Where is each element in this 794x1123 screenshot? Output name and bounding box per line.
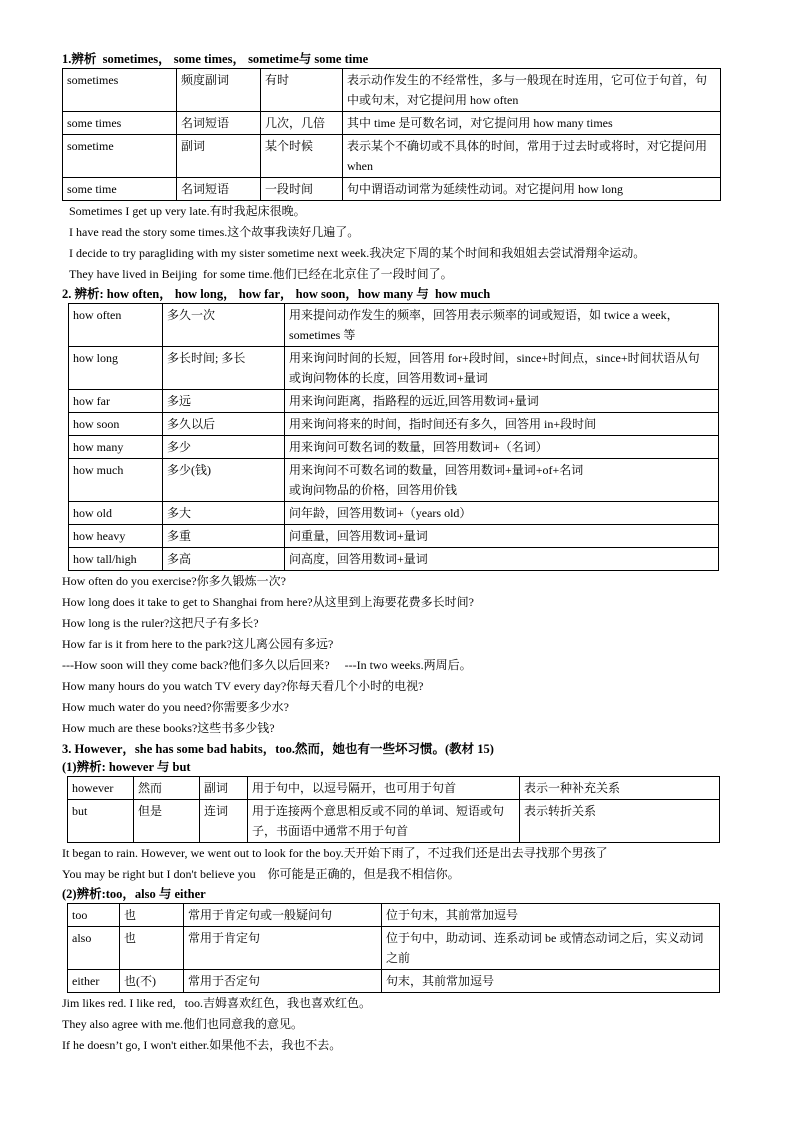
- sometimes-table-row: [63, 112, 721, 135]
- example-sentence: I have read the story some times.这个故事我读好几遍了。: [69, 225, 360, 239]
- example-sentence: How far is it from here to the park?这儿离公园有多远?: [62, 637, 334, 651]
- too-table-row: [68, 904, 720, 927]
- how-table-cell: 用来询问距离，指路程的远近,回答用数词+量词: [285, 390, 719, 413]
- how-table-row: [69, 525, 719, 548]
- how-table-row: [69, 459, 719, 502]
- example-sentence: ---How soon will they come back?他们多久以后回来? ---In two weeks.两周后。: [62, 658, 472, 672]
- how-table-cell: 用来询问不可数名词的数量，回答用数词+量词+of+名词 或询问物品的价格，回答用价钱: [285, 459, 719, 502]
- how-table-row: [69, 502, 719, 525]
- section-2-title: 2. 辨析: how often， how long， how far， how soon，how many 与 how much: [62, 287, 491, 301]
- too-table-cell: either: [68, 970, 120, 993]
- section-3-sub-2: (2)辨析:too，also 与 either: [62, 887, 206, 901]
- however-table-cell: 副词: [200, 777, 248, 800]
- how-table-cell: 多少(钱): [163, 459, 285, 502]
- example-sentence: Jim likes red. I like red, too.吉姆喜欢红色，我也喜欢红色。: [62, 996, 371, 1010]
- too-table-cell: too: [68, 904, 120, 927]
- too-table-cell: 常用于否定句: [184, 970, 382, 993]
- sometimes-table-cell: 频度副词: [177, 69, 261, 112]
- however-table-cell: 但是: [134, 800, 200, 843]
- example-sentence: Sometimes I get up very late.有时我起床很晚。: [69, 204, 306, 218]
- too-table-cell: 也(不): [120, 970, 184, 993]
- too-also-either-table: [67, 903, 720, 993]
- how-table-cell: how much: [69, 459, 163, 502]
- how-table-row: [69, 304, 719, 347]
- too-table-cell: 也: [120, 927, 184, 970]
- how-table-cell: 用来询问将来的时间，指时间还有多久，回答用 in+段时间: [285, 413, 719, 436]
- how-table-cell: 问年龄，回答用数词+（years old）: [285, 502, 719, 525]
- how-table-cell: 问高度，回答用数词+量词: [285, 548, 719, 571]
- how-table-cell: how often: [69, 304, 163, 347]
- example-sentence: You may be right but I don't believe you 你可能是正确的，但是我不相信你。: [62, 867, 460, 881]
- example-sentence: How many hours do you watch TV every day?你每天看几个小时的电视?: [62, 679, 424, 693]
- sometimes-table-cell: sometimes: [63, 69, 177, 112]
- how-table-cell: 多久以后: [163, 413, 285, 436]
- how-table-cell: 用来提问动作发生的频率，回答用表示频率的词或短语，如 twice a week， sometimes 等: [285, 304, 719, 347]
- sometimes-table-cell: 名词短语: [177, 178, 261, 201]
- however-table-cell: 表示一种补充关系: [520, 777, 720, 800]
- how-questions-table: [68, 303, 719, 571]
- however-table-cell: 连词: [200, 800, 248, 843]
- too-table-cell: 位于句中，助动词、连系动词 be 或情态动词之后，实义动词之前: [382, 927, 720, 970]
- sometimes-table-cell: 其中 time 是可数名词，对它提问用 how many times: [343, 112, 721, 135]
- how-table-cell: 多高: [163, 548, 285, 571]
- too-table-cell: also: [68, 927, 120, 970]
- however-table-cell: 用于句中，以逗号隔开，也可用于句首: [248, 777, 520, 800]
- too-table-cell: 也: [120, 904, 184, 927]
- how-table-cell: how old: [69, 502, 163, 525]
- how-table-cell: 多重: [163, 525, 285, 548]
- too-table-cell: 句末，其前常加逗号: [382, 970, 720, 993]
- sometimes-table-cell: 一段时间: [261, 178, 343, 201]
- how-table-cell: how tall/high: [69, 548, 163, 571]
- sometimes-table-cell: 名词短语: [177, 112, 261, 135]
- example-sentence: How often do you exercise?你多久锻炼一次?: [62, 574, 286, 588]
- sometimes-table-cell: 表示某个不确切或不具体的时间，常用于过去时或将时，对它提问用 when: [343, 135, 721, 178]
- however-table-cell: 然而: [134, 777, 200, 800]
- example-sentence: They have lived in Beijing for some time.他们已经在北京住了一段时间了。: [69, 267, 453, 281]
- however-table-cell: but: [68, 800, 134, 843]
- example-sentence: They also agree with me.他们也同意我的意见。: [62, 1017, 303, 1031]
- sometimes-table-row: [63, 178, 721, 201]
- however-table-row: [68, 800, 720, 843]
- too-table-cell: 位于句末，其前常加逗号: [382, 904, 720, 927]
- how-table-cell: how heavy: [69, 525, 163, 548]
- sometimes-table-cell: some time: [63, 178, 177, 201]
- example-sentence: It began to rain. However, we went out to look for the boy.天开始下雨了，不过我们还是出去寻找那个男孩了: [62, 846, 608, 860]
- too-table-row: [68, 927, 720, 970]
- example-sentence: How much water do you need?你需要多少水?: [62, 700, 289, 714]
- document-page: [62, 50, 722, 1056]
- how-table-cell: 用来询问可数名词的数量，回答用数词+（名词）: [285, 436, 719, 459]
- how-table-cell: how long: [69, 347, 163, 390]
- sometimes-table-cell: 某个时候: [261, 135, 343, 178]
- section-1-title: 1.辨析 sometimes， some times， sometime与 some time: [62, 52, 369, 66]
- too-table-row: [68, 970, 720, 993]
- how-table-row: [69, 436, 719, 459]
- however-table-row: [68, 777, 720, 800]
- how-table-cell: 多远: [163, 390, 285, 413]
- how-table-row: [69, 413, 719, 436]
- how-table-cell: 多长时间; 多长: [163, 347, 285, 390]
- how-table-row: [69, 347, 719, 390]
- sometimes-table-cell: 有时: [261, 69, 343, 112]
- how-table-cell: how soon: [69, 413, 163, 436]
- sometimes-table-cell: 几次，几倍: [261, 112, 343, 135]
- however-but-table: [67, 776, 720, 843]
- sometimes-table-row: [63, 69, 721, 112]
- how-table-cell: 多大: [163, 502, 285, 525]
- how-table-cell: 用来询问时间的长短，回答用 for+段时间，since+时间点，since+时间状语从句 或询问物体的长度，回答用数词+量词: [285, 347, 719, 390]
- how-table-row: [69, 390, 719, 413]
- example-sentence: If he doesn’t go, I won't either.如果他不去，我也不去。: [62, 1038, 342, 1052]
- too-table-cell: 常用于肯定句: [184, 927, 382, 970]
- section-3-title: 3. However，she has some bad habits，too.然而，她也有一些坏习惯。(教材 15): [62, 742, 494, 756]
- how-table-cell: 问重量，回答用数词+量词: [285, 525, 719, 548]
- however-table-cell: 表示转折关系: [520, 800, 720, 843]
- sometimes-table-cell: some times: [63, 112, 177, 135]
- example-sentence: How long is the ruler?这把尺子有多长?: [62, 616, 259, 630]
- how-table-cell: 多少: [163, 436, 285, 459]
- sometimes-table: [62, 68, 721, 201]
- how-table-row: [69, 548, 719, 571]
- example-sentence: How much are these books?这些书多少钱?: [62, 721, 275, 735]
- sometimes-table-cell: sometime: [63, 135, 177, 178]
- section-3-sub-1: (1)辨析: however 与 but: [62, 760, 191, 774]
- sometimes-table-cell: 句中谓语动词常为延续性动词。对它提问用 how long: [343, 178, 721, 201]
- how-table-cell: how many: [69, 436, 163, 459]
- how-table-cell: 多久一次: [163, 304, 285, 347]
- sometimes-table-row: [63, 135, 721, 178]
- too-table-cell: 常用于肯定句或一般疑问句: [184, 904, 382, 927]
- example-sentence: How long does it take to get to Shanghai from here?从这里到上海要花费多长时间?: [62, 595, 474, 609]
- sometimes-table-cell: 表示动作发生的不经常性，多与一般现在时连用，它可位于句首，句中或句末，对它提问用 how often: [343, 69, 721, 112]
- how-table-cell: how far: [69, 390, 163, 413]
- however-table-cell: 用于连接两个意思相反或不同的单词、短语或句子，书面语中通常不用于句首: [248, 800, 520, 843]
- example-sentence: I decide to try paragliding with my sister sometime next week.我决定下周的某个时间和我姐姐去尝试滑翔伞运动。: [69, 246, 646, 260]
- however-table-cell: however: [68, 777, 134, 800]
- sometimes-table-cell: 副词: [177, 135, 261, 178]
